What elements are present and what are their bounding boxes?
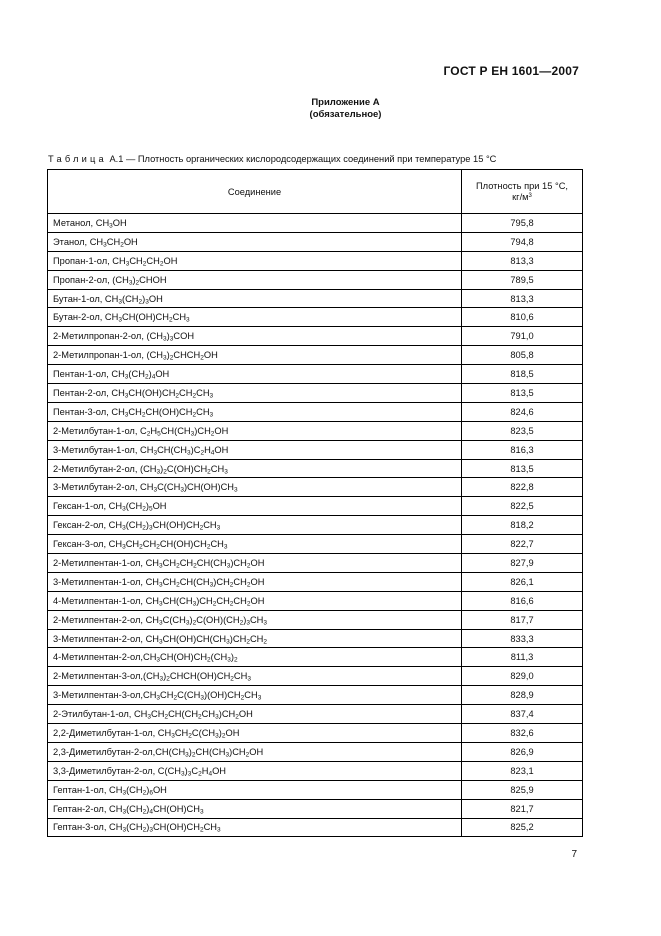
table-caption-label: Таблица	[48, 154, 107, 164]
density-cell: 833,3	[462, 629, 583, 648]
table-row	[48, 214, 583, 233]
density-cell: 813,3	[462, 251, 583, 270]
density-cell: 789,5	[462, 270, 583, 289]
density-cell: 832,6	[462, 724, 583, 743]
density-cell: 811,3	[462, 648, 583, 667]
column-header-compound: Соединение	[48, 170, 462, 214]
density-header-unit: кг/м	[512, 191, 529, 202]
compound-cell: Гептан-1-ол, $CH_3(CH_2)_6OH$	[48, 780, 462, 799]
table-body	[48, 214, 583, 837]
compound-cell: Гексан-2-ол, $CH_3(CH_2)_3CH(OH)CH_2CH_3$	[48, 516, 462, 535]
density-cell: 823,5	[462, 421, 583, 440]
compound-cell: Пентан-3-ол, $CH_3CH_2CH(OH)CH_2CH_3$	[48, 402, 462, 421]
table-row	[48, 251, 583, 270]
appendix-status: (обязательное)	[309, 109, 382, 120]
appendix-title: Приложение А	[311, 97, 380, 108]
table-row	[48, 516, 583, 535]
density-cell: 810,6	[462, 308, 583, 327]
density-cell: 823,1	[462, 761, 583, 780]
compound-cell: 2,2-Диметилбутан-1-ол, $CH_3CH_2C(CH_3)_2OH$	[48, 724, 462, 743]
density-cell: 816,3	[462, 440, 583, 459]
compound-cell: 2-Метилбутан-1-ол, $C_2H_5CH(CH_3)CH_2OH$	[48, 421, 462, 440]
density-cell: 816,6	[462, 591, 583, 610]
table-row	[48, 742, 583, 761]
density-cell: 813,3	[462, 289, 583, 308]
column-header-density	[462, 170, 583, 214]
table-row	[48, 289, 583, 308]
table-row	[48, 308, 583, 327]
table-row	[48, 459, 583, 478]
density-cell: 795,8	[462, 214, 583, 233]
density-cell: 837,4	[462, 705, 583, 724]
table-row	[48, 610, 583, 629]
density-cell: 813,5	[462, 384, 583, 403]
density-cell: 822,7	[462, 535, 583, 554]
compound-cell: 2-Метилпентан-1-ол, $CH_3CH_2CH_2CH(CH_3)CH_2OH$	[48, 554, 462, 573]
compound-cell: 3-Метилпентан-1-ол, $CH_3CH_2CH(CH_3)CH_2CH_2OH$	[48, 572, 462, 591]
compound-cell: 2-Этилбутан-1-ол, $CH_3CH_2CH(CH_2CH_3)CH_2OH$	[48, 705, 462, 724]
table-row	[48, 705, 583, 724]
compound-cell: Гексан-3-ол, $CH_3CH_2CH_2CH(OH)CH_2CH_3$	[48, 535, 462, 554]
table-row	[48, 421, 583, 440]
table-row	[48, 365, 583, 384]
table-caption	[48, 154, 496, 164]
density-cell: 826,1	[462, 572, 583, 591]
density-cell: 824,6	[462, 402, 583, 421]
compound-cell: Гексан-1-ол, $CH_3(CH_2)_5OH$	[48, 497, 462, 516]
table-row	[48, 535, 583, 554]
table-row	[48, 327, 583, 346]
table-header-row	[48, 170, 583, 214]
density-cell: 817,7	[462, 610, 583, 629]
compound-cell: Пропан-1-ол, $CH_3CH_2CH_2OH$	[48, 251, 462, 270]
density-cell: 818,2	[462, 516, 583, 535]
compound-cell: 2-Метилбутан-2-ол, $(CH_3)_2C(OH)CH_2CH_3$	[48, 459, 462, 478]
density-cell: 813,5	[462, 459, 583, 478]
compound-cell: Метанол, $CH_3OH$	[48, 214, 462, 233]
table-row	[48, 724, 583, 743]
density-table	[47, 169, 583, 837]
table-row	[48, 270, 583, 289]
table-row	[48, 572, 583, 591]
compound-cell: 2-Метилпропан-1-ол, $(CH_3)_2CHCH_2OH$	[48, 346, 462, 365]
document-code: ГОСТ Р ЕН 1601—2007	[443, 64, 579, 78]
compound-cell: 3-Метилбутан-1-ол, $CH_3CH(CH_3)C_2H_4OH$	[48, 440, 462, 459]
compound-cell: $3-Метилпентан-3-ол,CH_3CH_2C(CH_3)(OH)CH_2CH_3$	[48, 686, 462, 705]
compound-cell: 3,3-Диметилбутан-2-ол, $C(CH_3)_3C_2H_4OH$	[48, 761, 462, 780]
table-row	[48, 232, 583, 251]
compound-cell: Пропан-2-ол, $(CH_3)_2CHOH$	[48, 270, 462, 289]
density-cell: 829,0	[462, 667, 583, 686]
compound-cell: 2-Метилпентан-2-ол, $CH_3C(CH_3)_2C(OH)(CH_2)_3CH_3$	[48, 610, 462, 629]
page-number: 7	[571, 849, 577, 860]
density-header-text: Плотность при 15 °С,	[476, 180, 568, 191]
density-cell: 828,9	[462, 686, 583, 705]
density-cell: 822,5	[462, 497, 583, 516]
table-row	[48, 591, 583, 610]
compound-cell: 3-Метилпентан-2-ол, $CH_3CH(OH)CH(CH_3)CH_2CH_2$	[48, 629, 462, 648]
compound-cell: 4-Метилпентан-1-ол, $CH_3CH(CH_3)CH_2CH_2CH_2OH$	[48, 591, 462, 610]
compound-cell: Гептан-2-ол, $CH_3(CH_2)_4CH(OH)CH_3$	[48, 799, 462, 818]
compound-cell: 3-Метилбутан-2-ол, $CH_3C(CH_3)CH(OH)CH_3$	[48, 478, 462, 497]
table-row	[48, 384, 583, 403]
density-cell: 821,7	[462, 799, 583, 818]
density-cell: 826,9	[462, 742, 583, 761]
table-row	[48, 780, 583, 799]
compound-cell: Пентан-1-ол, $CH_3(CH_2)_4OH$	[48, 365, 462, 384]
table-row	[48, 648, 583, 667]
table-row	[48, 440, 583, 459]
table-row	[48, 761, 583, 780]
table-row	[48, 554, 583, 573]
table-row	[48, 799, 583, 818]
table-row	[48, 667, 583, 686]
compound-cell: $2,3-Диметилбутан-2-ол,CH(CH_3)_2CH(CH_3)CH_2OH$	[48, 742, 462, 761]
density-cell: 794,8	[462, 232, 583, 251]
compound-cell: 2-Метилпропан-2-ол, $(CH_3)_3COH$	[48, 327, 462, 346]
table-row	[48, 478, 583, 497]
table-row	[48, 402, 583, 421]
table-row	[48, 346, 583, 365]
density-header-unit-power: 3	[528, 192, 532, 199]
compound-cell: Этанол, $CH_3CH_2OH$	[48, 232, 462, 251]
compound-cell: Пентан-2-ол, $CH_3CH(OH)CH_2CH_2CH_3$	[48, 384, 462, 403]
table-row	[48, 818, 583, 837]
compound-cell: Гептан-3-ол, $CH_3(CH_2)_3CH(OH)CH_2CH_3$	[48, 818, 462, 837]
density-cell: 822,8	[462, 478, 583, 497]
density-cell: 827,9	[462, 554, 583, 573]
table-caption-text: А.1 — Плотность органических кислородсодержащих соединений при температуре 15 °С	[109, 154, 497, 164]
compound-cell: $2-Метилпентан-3-ол,(CH_3)_2CHCH(OH)CH_2CH_3$	[48, 667, 462, 686]
density-cell: 818,5	[462, 365, 583, 384]
compound-cell: $4-Метилпентан-2-ол,CH_3CH(OH)CH_2(CH_3)_2$	[48, 648, 462, 667]
density-cell: 825,2	[462, 818, 583, 837]
appendix-heading	[0, 97, 661, 121]
table-row	[48, 629, 583, 648]
table-row	[48, 497, 583, 516]
density-cell: 825,9	[462, 780, 583, 799]
density-cell: 805,8	[462, 346, 583, 365]
table-row	[48, 686, 583, 705]
density-cell: 791,0	[462, 327, 583, 346]
compound-cell: Бутан-1-ол, $CH_3(CH_2)_3OH$	[48, 289, 462, 308]
compound-cell: Бутан-2-ол, $CH_3CH(OH)CH_2CH_3$	[48, 308, 462, 327]
